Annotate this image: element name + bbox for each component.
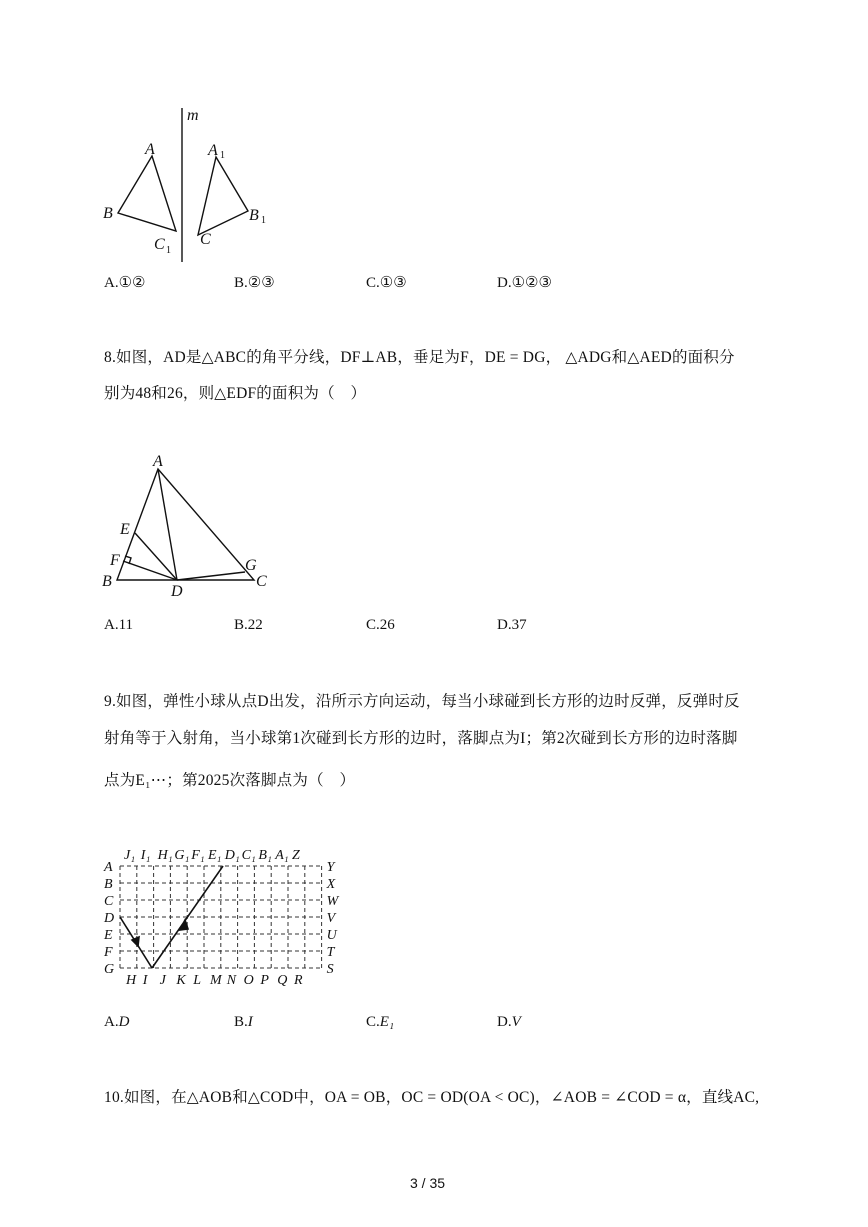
q9-stem-line-1: 9.如图，弹性小球从点D出发，沿所示方向运动，每当小球碰到长方形的边时反弹，反弹时反 xyxy=(104,693,740,710)
grid-top-label: I₁ xyxy=(140,848,151,863)
grid-top-label: B₁ xyxy=(258,848,272,863)
q9-grid-figure xyxy=(95,838,355,988)
q7-option-d[interactable] xyxy=(497,273,552,292)
triangle-abc1 xyxy=(118,156,176,231)
grid-bottom-label: Q xyxy=(277,973,288,988)
grid-top-label: A₁ xyxy=(275,848,289,863)
option-letter: C. xyxy=(366,1014,380,1030)
q7-option-a[interactable] xyxy=(104,273,146,292)
grid-bottom-label: J xyxy=(159,973,166,988)
option-text: E₁ xyxy=(379,1014,395,1030)
q9-stem-line-3: 点为E₁⋯；第2025次落脚点为（ ） xyxy=(104,772,356,789)
grid-left-label: G xyxy=(104,962,115,977)
option-text: ①③ xyxy=(379,275,407,291)
label-G: G xyxy=(245,557,257,574)
option-letter: B. xyxy=(234,275,248,291)
label-B1-sub: 1 xyxy=(261,215,266,226)
q9-option-a[interactable] xyxy=(104,1014,129,1031)
grid-top-label: C₁ xyxy=(241,848,256,863)
label-D: D xyxy=(171,583,183,600)
q7-option-c[interactable] xyxy=(366,273,407,292)
label-B1: B xyxy=(249,207,259,224)
option-letter: D. xyxy=(497,275,512,291)
option-letter: B. xyxy=(234,617,248,633)
grid-right-label: V xyxy=(326,911,336,926)
grid-right-label: U xyxy=(326,928,337,943)
label-C1: C xyxy=(154,236,165,253)
q7-figure xyxy=(95,100,285,270)
option-letter: C. xyxy=(366,275,380,291)
grid-top-label: H₁ xyxy=(157,848,173,863)
option-text: ①②③ xyxy=(511,275,552,291)
option-letter: A. xyxy=(104,617,119,633)
option-text: D xyxy=(118,1014,130,1030)
q8-option-c[interactable] xyxy=(366,617,395,634)
option-text: 22 xyxy=(247,617,263,633)
label-A1-sub: 1 xyxy=(220,150,225,161)
grid-bottom-label: O xyxy=(243,973,254,988)
triangle-a1b1c xyxy=(198,157,248,235)
label-B: B xyxy=(102,573,112,590)
grid-left-label: E xyxy=(104,928,113,943)
label-m: m xyxy=(187,107,199,124)
grid-bottom-label: N xyxy=(226,973,237,988)
label-B: B xyxy=(103,205,113,222)
label-F: F xyxy=(110,552,120,569)
label-C: C xyxy=(200,231,211,248)
grid-bottom-label: H xyxy=(126,973,137,988)
option-letter: D. xyxy=(497,617,512,633)
q10-stem-line-1: 10.如图，在△AOB和△COD中，OA = OB，OC = OD(OA < OC)，∠AOB = ∠COD = α，直线AC, xyxy=(104,1089,760,1106)
q8-stem-line-2: 别为48和26，则△EDF的面积为（ ） xyxy=(104,385,367,402)
grid-bottom-label: M xyxy=(210,973,222,988)
grid-left-label: D xyxy=(104,911,115,926)
label-C: C xyxy=(256,573,267,590)
option-text: 11 xyxy=(118,617,134,633)
option-text: V xyxy=(511,1014,521,1030)
option-text: 26 xyxy=(379,617,395,633)
q8-option-a[interactable] xyxy=(104,617,133,634)
option-letter: C. xyxy=(366,617,380,633)
option-letter: D. xyxy=(497,1014,512,1030)
label-A: A xyxy=(153,453,163,470)
q9-option-b[interactable] xyxy=(234,1014,253,1031)
label-A1: A xyxy=(208,142,218,159)
option-text: ②③ xyxy=(247,275,275,291)
grid-right-label: X xyxy=(326,877,336,892)
option-letter: B. xyxy=(234,1014,248,1030)
grid-bottom-label: L xyxy=(193,973,201,988)
grid-top-label: E₁ xyxy=(208,848,222,863)
label-E: E xyxy=(120,521,130,538)
option-letter: A. xyxy=(104,275,119,291)
grid-right-label: S xyxy=(326,962,334,977)
grid-top-label: Z xyxy=(292,848,300,863)
grid-right-label: T xyxy=(326,945,335,960)
q7-option-b[interactable] xyxy=(234,273,275,292)
grid-bottom-label: R xyxy=(294,973,303,988)
grid-left-label: A xyxy=(104,860,113,875)
q8-stem-line-1: 8.如图，AD是△ABC的角平分线，DF⊥AB，垂足为F，DE = DG， △ADG和△AED的面积分 xyxy=(104,349,735,366)
grid-top-label: J₁ xyxy=(124,848,136,863)
q9-stem-line-2: 射角等于入射角，当小球第1次碰到长方形的边时，落脚点为I；第2次碰到长方形的边时落脚 xyxy=(104,730,738,747)
option-text: 37 xyxy=(511,617,527,633)
label-A: A xyxy=(145,141,155,158)
grid-left-label: B xyxy=(104,877,113,892)
triangle-abc xyxy=(117,469,254,580)
q9-option-d[interactable] xyxy=(497,1014,521,1031)
q8-option-d[interactable] xyxy=(497,617,527,634)
q8-option-b[interactable] xyxy=(234,617,263,634)
option-letter: A. xyxy=(104,1014,119,1030)
grid-top-label: F₁ xyxy=(191,848,205,863)
option-text: I xyxy=(247,1014,253,1030)
grid-left-label: F xyxy=(104,945,113,960)
dashed-grid xyxy=(120,866,322,968)
grid-bottom-label: I xyxy=(142,973,148,988)
grid-left-label: C xyxy=(104,894,114,909)
grid-bottom-label: P xyxy=(260,973,269,988)
q9-option-c[interactable] xyxy=(366,1014,394,1031)
q8-figure xyxy=(95,448,285,603)
grid-top-label: D₁ xyxy=(224,848,240,863)
grid-bottom-label: K xyxy=(176,973,186,988)
grid-right-label: Y xyxy=(326,860,335,875)
grid-right-label: W xyxy=(326,894,339,909)
option-text: ①② xyxy=(118,275,146,291)
page-number: 3 / 35 xyxy=(410,1175,446,1191)
label-C1-sub: 1 xyxy=(166,245,171,256)
grid-top-label: G₁ xyxy=(174,848,190,863)
